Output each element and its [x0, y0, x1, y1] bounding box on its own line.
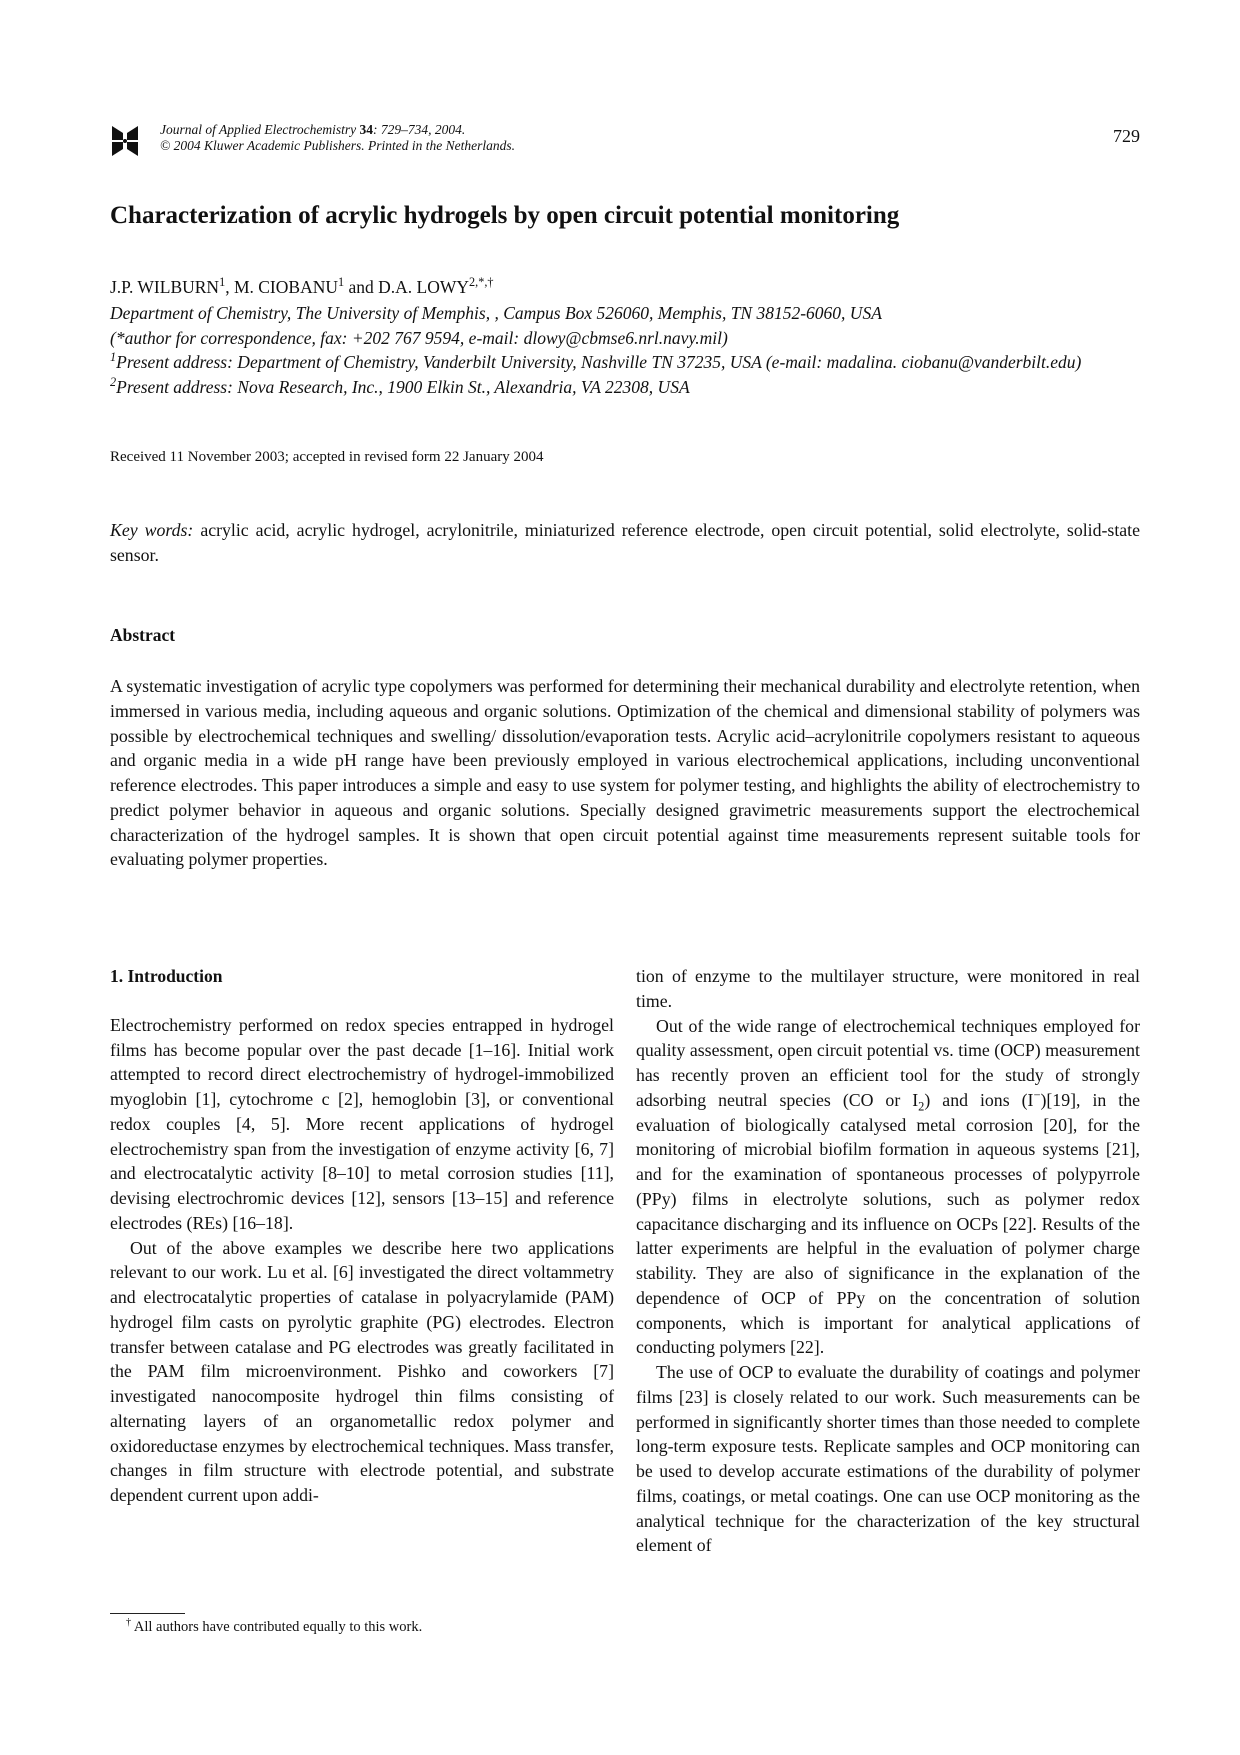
abstract-heading: Abstract [110, 625, 176, 645]
affiliation-main: Department of Chemistry, The University of Memphis, , Campus Box 526060, Memphis, TN 38152-6060, USA [110, 303, 882, 323]
paragraph-3: tion of enzyme to the multilayer structure, were monitored in real time. [636, 966, 1140, 1011]
footnote [126, 1619, 422, 1636]
footnote-text: All authors have contributed equally to this work. [131, 1619, 423, 1635]
paragraph-1: Electrochemistry performed on redox species entrapped in hydrogel films has become popular over the past decade [1–16]. Initial work attempted to record direct electrochemistry of hydrogel-immobilized myoglobin [1], cytochrome c [2], hemoglobin [3], or conventional redox couples [4, 5]. More recent applications of hydrogel electrochemistry span from the investigation of enzyme activity [6, 7] and electrocatalytic activity [8–10] to metal corrosion studies [11], devising electrochromic devices [12], sensors [13–15] and reference electrodes (REs) [16–18]. [110, 1014, 614, 1233]
article-title: Characterization of acrylic hydrogels by open circuit potential monitoring [110, 202, 900, 229]
journal-volume: 34 [359, 122, 373, 137]
journal-pages-year: : 729–734, 2004. [372, 122, 466, 137]
author-list [110, 276, 494, 298]
author-3: and D.A. LOWY [344, 277, 470, 297]
author-1-mark: 1 [219, 275, 226, 290]
column-left [110, 964, 614, 1508]
column-right [636, 964, 1140, 1558]
keywords-label: Key words: [110, 520, 194, 540]
author-2: , M. CIOBANU [225, 277, 338, 297]
journal-name: Journal of Applied Electrochemistry [160, 122, 357, 137]
footnote-mark: † [126, 1617, 132, 1629]
section-heading: 1. Introduction [110, 966, 223, 986]
keywords-text: acrylic acid, acrylic hydrogel, acrylonitrile, miniaturized reference electrode, open circuit potential, solid electrolyte, solid-state sensor. [110, 520, 1140, 565]
journal-citation [160, 122, 515, 154]
paragraph-5: The use of OCP to evaluate the durability of coatings and polymer films [23] is closely related to our work. Such measurements can be performed in significantly shorter times than those needed to complete long-term exposure tests. Replicate samples and OCP monitoring can be used to develop accurate estimations of the durability of polymer films, coatings, or metal coatings. One can use OCP monitoring as the analytical technique for the characterization of the key structural element of [636, 1362, 1140, 1556]
author-1: J.P. WILBURN [110, 277, 220, 297]
page-number: 729 [1113, 126, 1140, 146]
abstract-text: A systematic investigation of acrylic type copolymers was performed for determining their mechanical durability and electrolyte retention, when immersed in various media, including aqueous and organic solutions. Optimization of the chemical and dimensional stability of polymers was possible by electrochemical techniques and swelling/ dissolution/evaporation tests. Acrylic acid–acrylonitrile copolymers resistant to aqueous and organic media in a wide pH range have been previously employed in various electrochemical applications, including unconventional reference electrodes. This paper introduces a simple and easy to use system for polymer testing, and highlights the ability of electrochemistry to predict polymer behavior in aqueous and organic solutions. Specially designed gravimetric measurements support the electrochemical characterization of the hydrogel samples. It is shown that open circuit potential against time measurements represent suitable tools for evaluating polymer properties. [110, 676, 1140, 870]
footnote-rule [110, 1613, 185, 1614]
received-dates: Received 11 November 2003; accepted in revised form 22 January 2004 [110, 449, 544, 465]
publisher-logo-icon [110, 124, 140, 158]
journal-header [110, 122, 1140, 162]
correspondence-line: (*author for correspondence, fax: +202 767 9594, e-mail: dlowy@cbmse6.nrl.navy.mil) [110, 327, 728, 348]
keywords [110, 518, 1140, 568]
author-3-mark: 2,*,† [469, 275, 494, 290]
author-2-mark: 1 [338, 275, 345, 290]
paragraph-2: Out of the above examples we describe here two applications relevant to our work. Lu et al. [6] investigated the direct voltammetry and electrocatalytic properties of catalase in polyacrylamide (PAM) hydrogel film casts on pyrolytic graphite (PG) electrodes. Electron transfer between catalase and PG electrodes was greatly facilitated in the PAM film microenvironment. Pishko and coworkers [7] investigated nanocomposite hydrogel thin films consisting of alternating layers of an organometallic redox polymer and oxidoreductase enzymes by electrochemical techniques. Mass transfer, changes in film structure with electrode potential, and substrate dependent current upon addi- [110, 1237, 614, 1505]
present-address-1: $^1$Present address: Department of Chemistry, Vanderbilt University, Nashville TN 37235, USA (e-mail: madalina. ciobanu@vanderbilt.edu) [110, 350, 1082, 373]
copyright-line: © 2004 Kluwer Academic Publishers. Printed in the Netherlands. [160, 138, 515, 153]
affiliations [110, 301, 1140, 399]
present-address-2: $^2$Present address: Nova Research, Inc., 1900 Elkin St., Alexandria, VA 22308, USA [110, 374, 690, 397]
paragraph-4: Out of the wide range of electrochemical techniques employed for quality assessment, open circuit potential vs. time (OCP) measurement has recently proven an efficient tool for the study of strongly adsorbing neutral species (CO or $I_2$) and ions (I−)[19], in the evaluation of biologically catalysed metal corrosion [20], for the monitoring of microbial biofilm formation in aqueous systems [21], and for the examination of spontaneous processes of polypyrrole (PPy) films in electrolyte solutions, such as polymer redox capacitance discharging and its influence on OCPs [22]. Results of the latter experiments are helpful in the evaluation of polymer charge stability. They are also of significance in the explanation of the dependence of OCP of PPy on the concentration of solution components, which is important for analytical applications of conducting polymers [22]. [636, 1015, 1140, 1358]
